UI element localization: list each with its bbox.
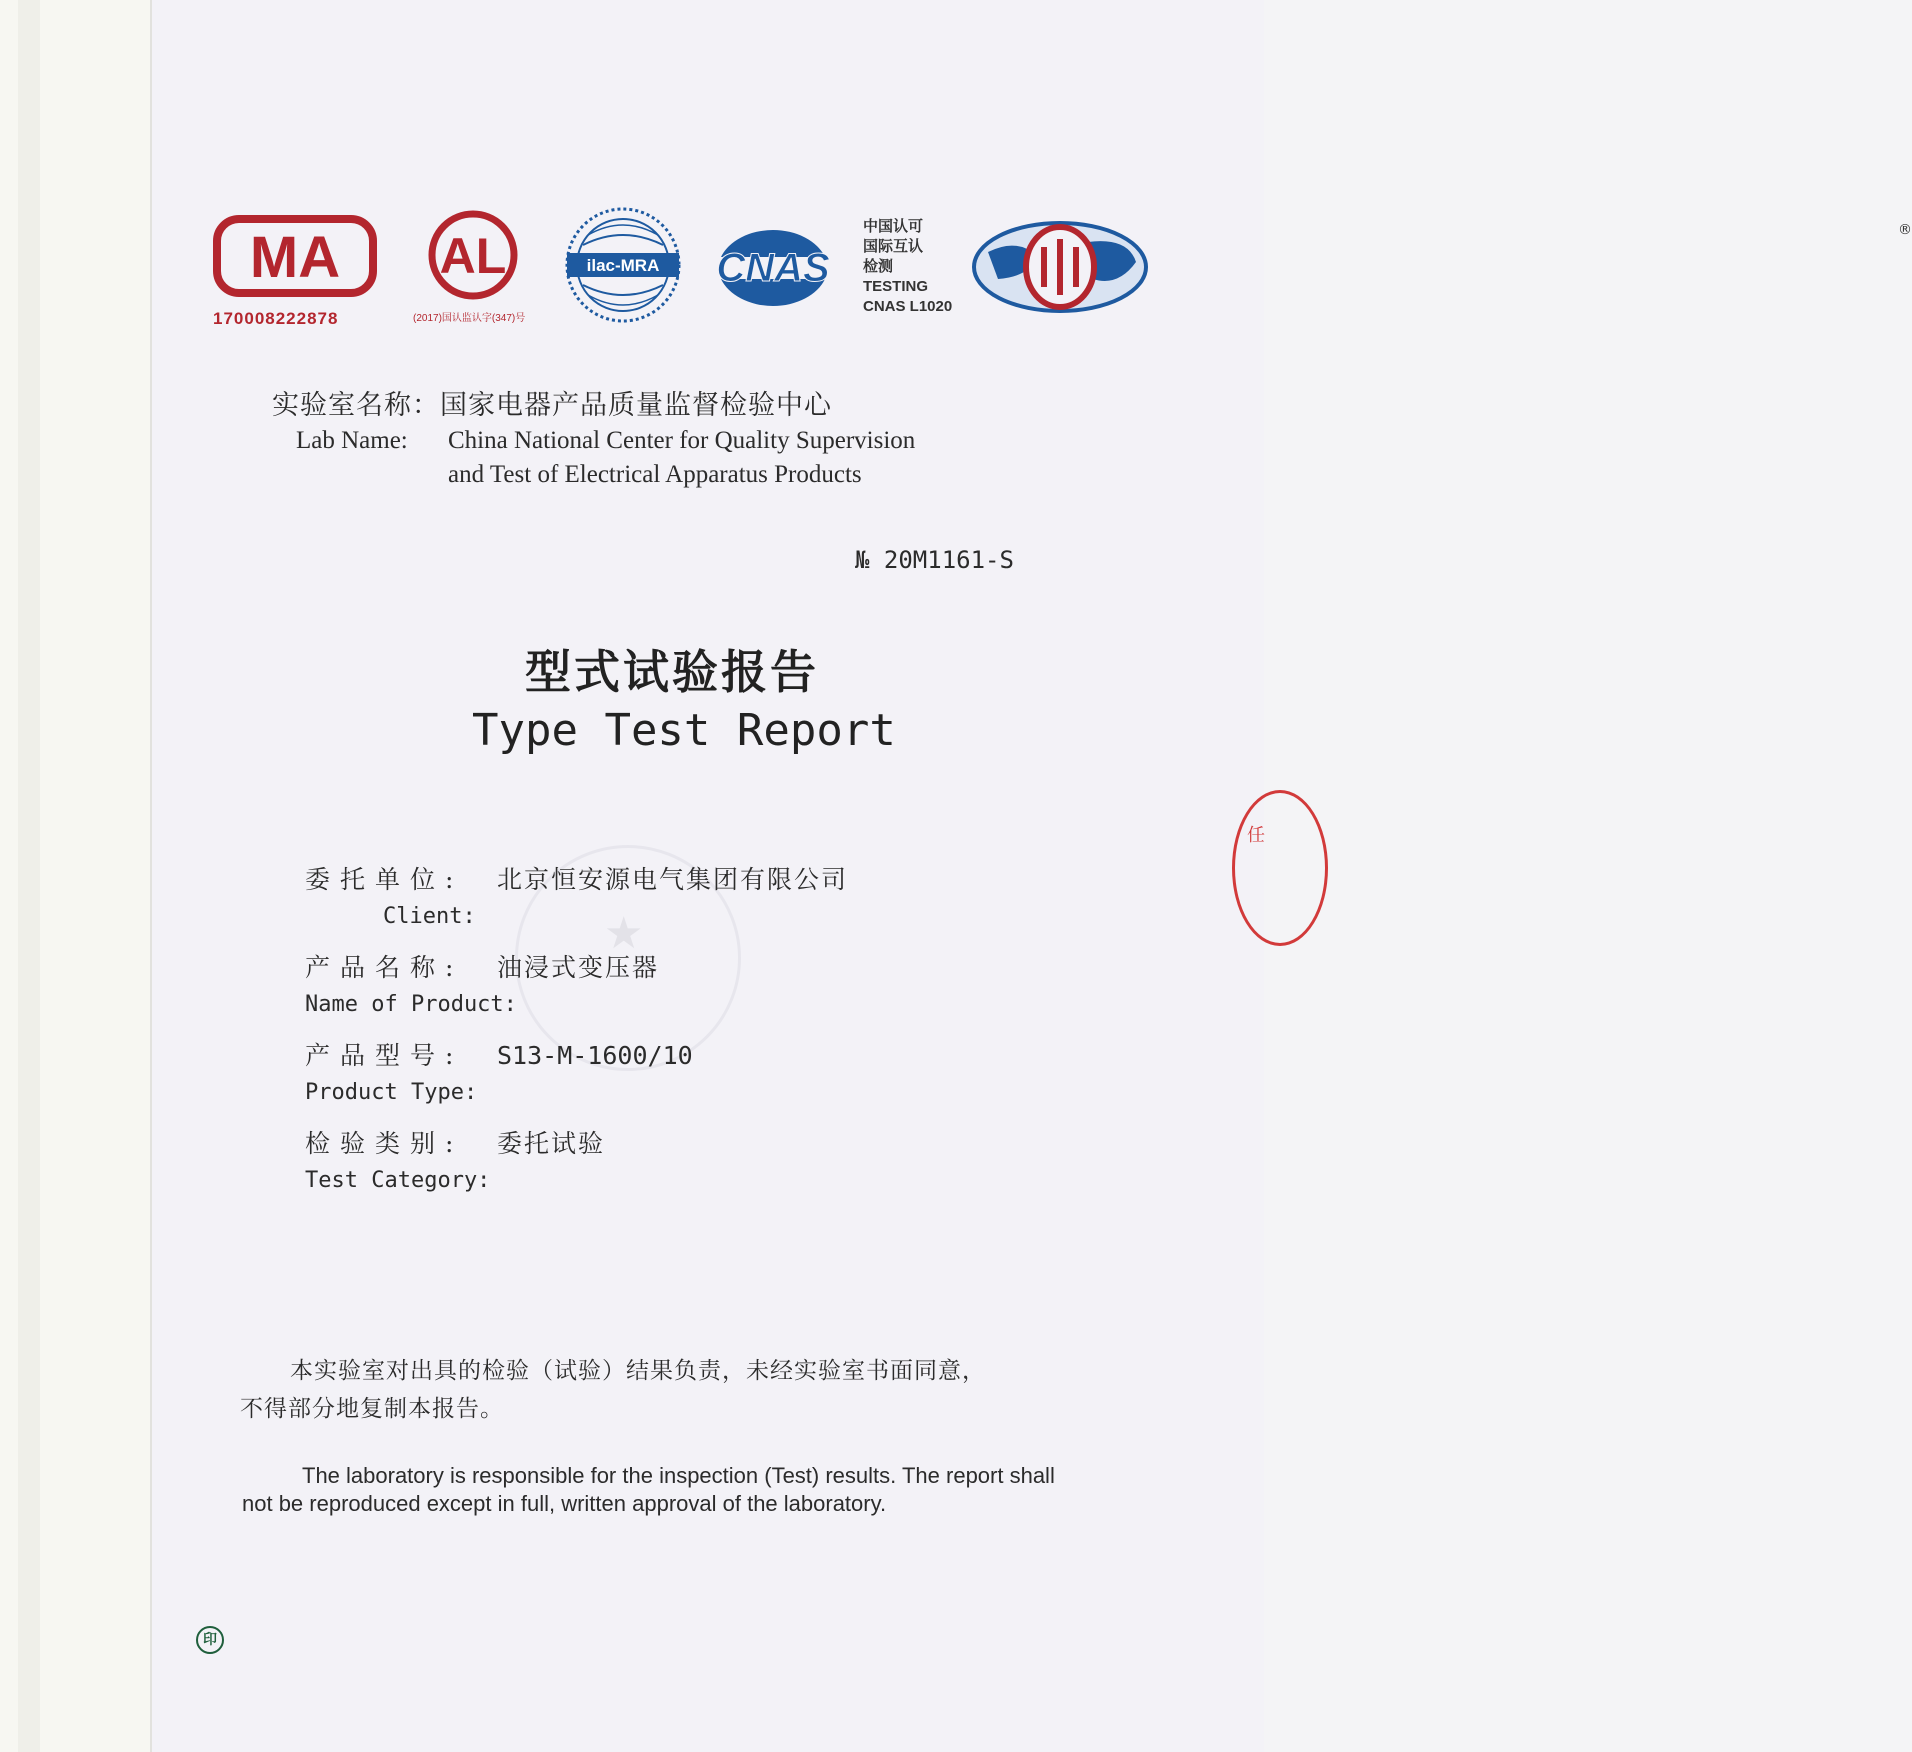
red-stamp-glyph: 任 — [1247, 825, 1265, 846]
cma-number: 170008222878 — [213, 309, 339, 328]
field-label-en: Client: — [383, 904, 476, 929]
ilac-globe-icon — [563, 205, 683, 325]
cma-logo — [213, 215, 383, 329]
field-label-en: Test Category: — [305, 1168, 491, 1193]
field-product-name — [305, 948, 659, 1017]
lab-name-label-cn: 实验室名称： — [272, 390, 440, 421]
globe-icon — [968, 217, 1158, 317]
field-label-en: Name of Product: — [305, 992, 517, 1017]
field-value: 委托试验 — [497, 1129, 606, 1158]
binding-edge — [0, 0, 152, 1752]
report-title-cn-text: 型式试验报告 — [525, 645, 819, 699]
lab-name-cn-line — [272, 383, 832, 422]
field-value: 油浸式变压器 — [497, 953, 660, 982]
cal-mark-icon — [413, 209, 533, 301]
cnas-logo — [703, 217, 843, 317]
cnas-caption — [863, 217, 952, 317]
report-number: № 20M1161-S — [855, 546, 1014, 574]
lab-name-cn: 国家电器产品质量监督检验中心 — [440, 390, 832, 421]
red-stamp-fragment — [1232, 790, 1328, 946]
lab-name-label-en: Lab Name: — [296, 427, 408, 454]
cal-text: AL — [439, 228, 507, 284]
field-value: 北京恒安源电气集团有限公司 — [497, 865, 849, 894]
field-label-cn: 委托单位: — [305, 865, 464, 894]
notice-en-line2: not be reproduced except in full, written approval of the laboratory. — [242, 1491, 887, 1516]
field-label-cn: 产品名称: — [305, 953, 464, 982]
field-label-cn: 产品型号: — [305, 1041, 464, 1070]
notice-cn — [240, 1352, 1120, 1428]
ilac-text: ilac-MRA — [586, 256, 660, 275]
notice-en — [242, 1462, 1122, 1518]
lab-name-en-line1: China National Center for Quality Supervision — [448, 427, 916, 454]
field-label-cn: 检验类别: — [305, 1129, 464, 1158]
cma-text: MA — [249, 225, 341, 290]
cnas-mark-icon — [703, 217, 843, 317]
notice-cn-line2: 不得部分地复制本报告。 — [240, 1396, 504, 1422]
lab-name-en-block — [296, 424, 916, 488]
registered-mark: ® — [1898, 222, 1912, 238]
cnas-caption-line: 国际互认 — [863, 238, 924, 255]
field-label-en: Product Type: — [305, 1080, 478, 1105]
field-test-category — [305, 1124, 605, 1193]
notice-cn-line1: 本实验室对出具的检验（试验）结果负责，未经实验室书面同意， — [290, 1358, 986, 1384]
notice-en-line1: The laboratory is responsible for the inspection (Test) results. The report shall — [302, 1463, 1055, 1488]
cal-number: (2017)国认监认字(347)号 — [413, 313, 526, 324]
cqc-globe-logo — [968, 217, 1912, 317]
report-title-cn — [0, 636, 1264, 702]
cnas-text: CNAS — [716, 246, 830, 290]
cnas-caption-line: CNAS L1020 — [863, 298, 953, 315]
field-client — [305, 860, 848, 929]
field-value: S13-M-1600/10 — [497, 1041, 693, 1070]
print-mark-icon: 印 — [196, 1626, 224, 1654]
cal-logo — [413, 209, 553, 324]
field-product-type — [305, 1036, 693, 1105]
cma-mark-icon — [213, 215, 377, 297]
cnas-caption-line: 检测 — [863, 258, 894, 275]
lab-name-en-line2: and Test of Electrical Apparatus Products — [448, 461, 862, 488]
cnas-caption-line: TESTING — [863, 278, 929, 295]
cnas-caption-line: 中国认可 — [863, 218, 924, 235]
certification-logos — [213, 205, 1912, 345]
report-title-en: Type Test Report — [472, 705, 896, 756]
ilac-mra-logo — [563, 205, 683, 325]
